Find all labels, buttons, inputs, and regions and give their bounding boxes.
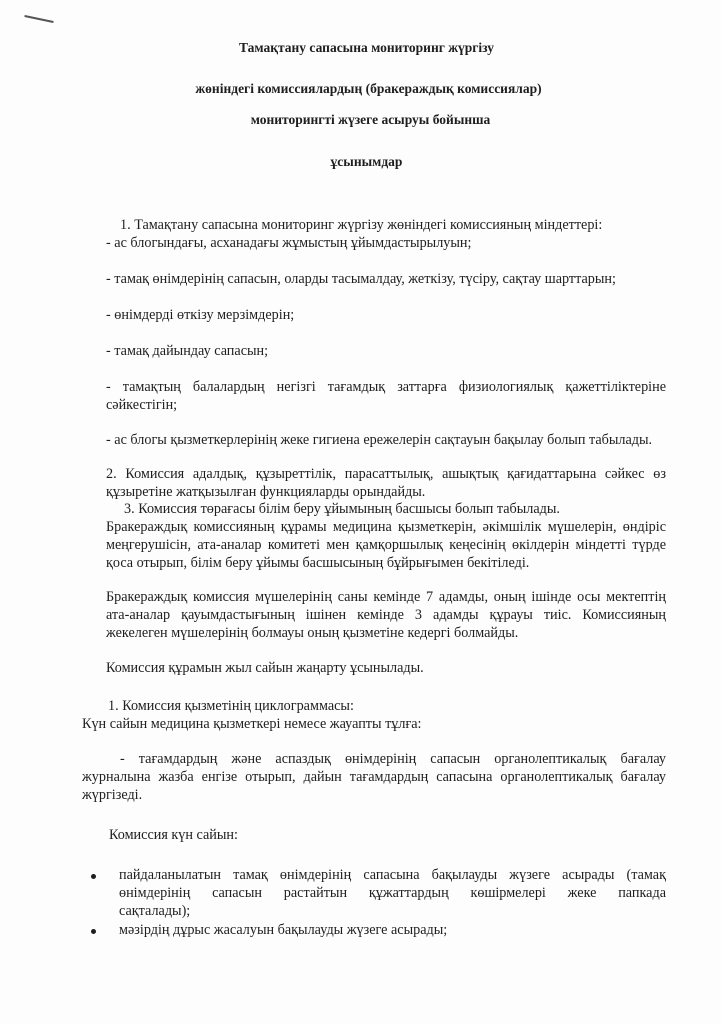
members-line-1: Бракераждық комиссия мүшелерінің саны кемінде 7 адамды, оның ішінде осы мектептің [106,589,666,605]
section3-line-1: 3. Комиссия төрағасы білім беру ұйымының басшысы болып табылады. [124,501,560,517]
section1-item-4: - тамақ дайындау сапасын; [106,343,269,359]
section1-item-5-cont: сәйкестігін; [106,397,178,413]
daily-heading: Комиссия күн сайын: [109,827,238,843]
daily-bullet-2-line-1: мәзірдің дұрыс жасалуын бақылауды жүзеге асырады; [119,922,448,938]
section1-item-5: - тамақтың балалардың негізгі тағамдық заттарға физиологиялық қажеттіліктеріне [106,379,666,395]
section1-item-3: - өнімдерді өткізу мерзімдерін; [106,307,295,323]
cycle-text-line-1: - тағамдардың және аспаздық өнімдерінің сапасын органолептикалық бағалау [120,751,666,767]
members-line-2: ата-аналар қауымдастығының ішінен кемінде 3 адамды құрауы тиіс. Комиссияның [106,607,666,623]
section1-heading: 1. Тамақтану сапасына мониторинг жүргізу жөніндегі комиссияның міндеттері: [120,217,603,233]
title-line-3: мониторингті жүзеге асыруы бойынша [250,112,491,127]
daily-bullet-1-line-1: пайдаланылатын тамақ өнімдерінің сапасына бақылауды жүзеге асырады (тамақ [119,867,666,883]
daily-bullet-1-line-3: сақталады); [119,903,191,919]
title-line-4: ұсынымдар [330,154,403,169]
cycle-subheading: Күн сайын медицина қызметкері немесе жауапты тұлға: [82,716,422,732]
cycle-text-line-2: журналына жазба енгізе отырып, дайын тағамдардың сапасына органолептикалық бағалау [82,769,666,785]
members-line-3: жекелеген мүшелерінің болмауы оның қызметіне кедергі болмайды. [106,625,519,641]
bullet-icon [91,874,96,879]
section3-line-3: меңгерушісін, ата-аналар комитеті мен қамқоршылық кеңесінің өкілдерін міндетті түрде [106,537,666,553]
scan-mark [24,15,54,23]
bullet-icon [91,929,96,934]
annual-update-text: Комиссия құрамын жыл сайын жаңарту ұсынылады. [106,660,424,676]
section1-item-2: - тамақ өнімдерінің сапасын, оларды тасымалдау, жеткізу, түсіру, сақтау шарттарын; [106,271,616,287]
title-line-1: Тамақтану сапасына мониторинг жүргізу [238,40,495,55]
section3-line-4: қоса отырып, білім беру ұйымы басшысының бұйрығымен бекітіледі. [106,555,530,571]
section2-line-1: 2. Комиссия адалдық, құзыреттілік, парасаттылық, ашықтық қағидаттарына сәйкес өз [106,466,666,482]
title-line-2: жөніндегі комиссиялардың (бракераждық комиссиялар) [195,81,542,96]
daily-bullet-1-line-2: өнімдерінің сапасын растайтын құжаттардың көшірмелері жеке папкада [119,885,666,901]
cycle-heading: 1. Комиссия қызметінің циклограммасы: [108,698,354,714]
section1-item-6: - ас блогы қызметкерлерінің жеке гигиена ережелерін сақтауын бақылау болып табылады. [106,432,653,448]
cycle-text-line-3: жүргізеді. [82,787,143,803]
section1-item-1: - ас блогындағы, асханадағы жұмыстың ұйымдастырылуын; [106,235,472,251]
section3-line-2: Бракераждық комиссияның құрамы медицина қызметкерін, әкімшілік мүшелерін, өндіріс [106,519,666,535]
section2-line-2: құзыретіне жатқызылған функцияларды орындайды. [106,484,426,500]
